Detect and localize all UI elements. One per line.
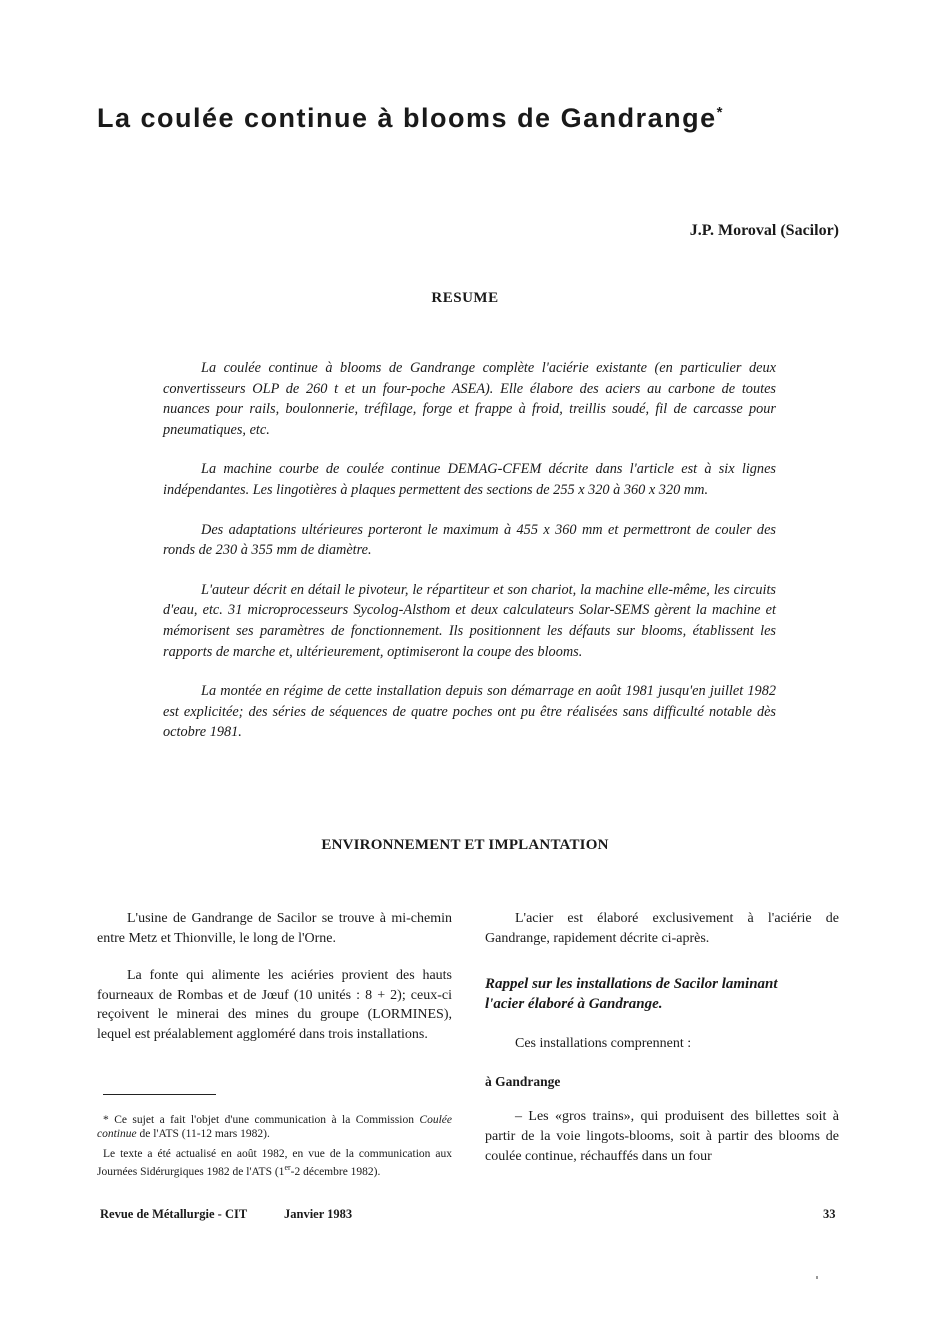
footnote-text: Le texte a été actualisé en août 1982, en vue de la communication aux Journées Sidérurgiques 1982 de l'ATS (1 [97, 1148, 452, 1178]
footnote-text: de l'ATS (11-12 mars 1982). [136, 1128, 270, 1140]
footnote-superscript: er [284, 1163, 291, 1172]
subsection-heading-line: Rappel sur les installations de Sacilor laminant [485, 976, 778, 993]
abstract-paragraph: Des adaptations ultérieures porteront le maximum à 455 x 360 mm et permettront de couler des ronds de 230 à 355 mm de diamètre. [163, 521, 776, 559]
left-column [97, 909, 452, 1063]
article-title [97, 103, 724, 134]
footer-date: Janvier 1983 [284, 1207, 353, 1221]
section-heading: ENVIRONNEMENT ET IMPLANTATION [321, 837, 609, 853]
subsection-heading [485, 974, 839, 1014]
page-number: 33 [823, 1207, 836, 1221]
body-paragraph: Ces installations comprennent : [515, 1036, 692, 1052]
footnote-divider [103, 1094, 216, 1095]
subsection-heading-line: l'acier élaboré à Gandrange. [485, 996, 663, 1013]
footnote [97, 1147, 452, 1179]
footnote [97, 1113, 452, 1141]
site-heading: à Gandrange [485, 1073, 561, 1089]
resume-heading: RESUME [431, 290, 499, 306]
footer-journal: Revue de Métallurgie - CIT [100, 1207, 248, 1221]
abstract-paragraph: L'auteur décrit en détail le pivoteur, le répartiteur et son chariot, la machine elle-même, les circuits d'eau, etc. 31 microprocesseurs Sycolog-Alsthom et deux calculateurs Solar-SEMS gèrent la machine et mémorisent ses paramètres de fonctionnement. Ils positionnent les défauts sur blooms, établissent les rapports de marche et, ultérieurement, optimiseront la coupe des blooms. [163, 581, 776, 660]
abstract-paragraph: La montée en régime de cette installation depuis son démarrage en août 1981 jusqu'en juillet 1982 est explicitée; des séries de séquences de quatre poches ont pu être réalisées sans difficulté notable dès octobre 1981. [163, 683, 776, 741]
scan-speck [816, 1276, 818, 1279]
author-byline: J.P. Moroval (Sacilor) [689, 222, 839, 239]
abstract-paragraph: La machine courbe de coulée continue DEMAG-CFEM décrite dans l'article est à six lignes indépendantes. Les lingotières à plaques permettent des sections de 255 x 320 à 360 x 320 mm. [163, 461, 776, 498]
body-paragraph: L'usine de Gandrange de Sacilor se trouve à mi-chemin entre Metz et Thionville, le long de l'Orne. [97, 911, 452, 946]
title-text: La coulée continue à blooms de Gandrange [97, 103, 717, 133]
body-paragraph: La fonte qui alimente les aciéries provient des hauts fourneaux de Rombas et de Jœuf (10 unités : 8 + 2); ceux-ci reçoivent le minerai des mines du groupe (LORMINES), lequel est préalablement aggloméré dans trois installations. [97, 968, 452, 1042]
abstract [163, 358, 776, 762]
footnote-text: * Ce sujet a fait l'objet d'une communication à la Commission [103, 1114, 414, 1126]
title-footnote-marker: * [716, 104, 724, 121]
footnote-emphasis: Coulée continue [97, 1114, 452, 1140]
right-column [485, 909, 839, 1184]
footnote-text: -2 décembre 1982). [290, 1165, 381, 1178]
body-paragraph: L'acier est élaboré exclusivement à l'aciérie de Gandrange, rapidement décrite ci-après. [485, 911, 839, 946]
abstract-paragraph: La coulée continue à blooms de Gandrange complète l'aciérie existante (en particulier deux convertisseurs OLP de 260 t et un four-poche ASEA). Elle élabore des aciers au carbone de toutes nuances pour rails, boulonnerie, tréfilage, forge et frappe à froid, treillis soudé, fil de carcasse pour pneumatiques, etc. [163, 360, 776, 438]
body-paragraph: – Les «gros trains», qui produisent des billettes soit à partir de la voie lingots-blooms, soit à partir des blooms de coulée continue, réchauffés dans un four [485, 1109, 839, 1164]
footnotes [97, 1113, 452, 1185]
